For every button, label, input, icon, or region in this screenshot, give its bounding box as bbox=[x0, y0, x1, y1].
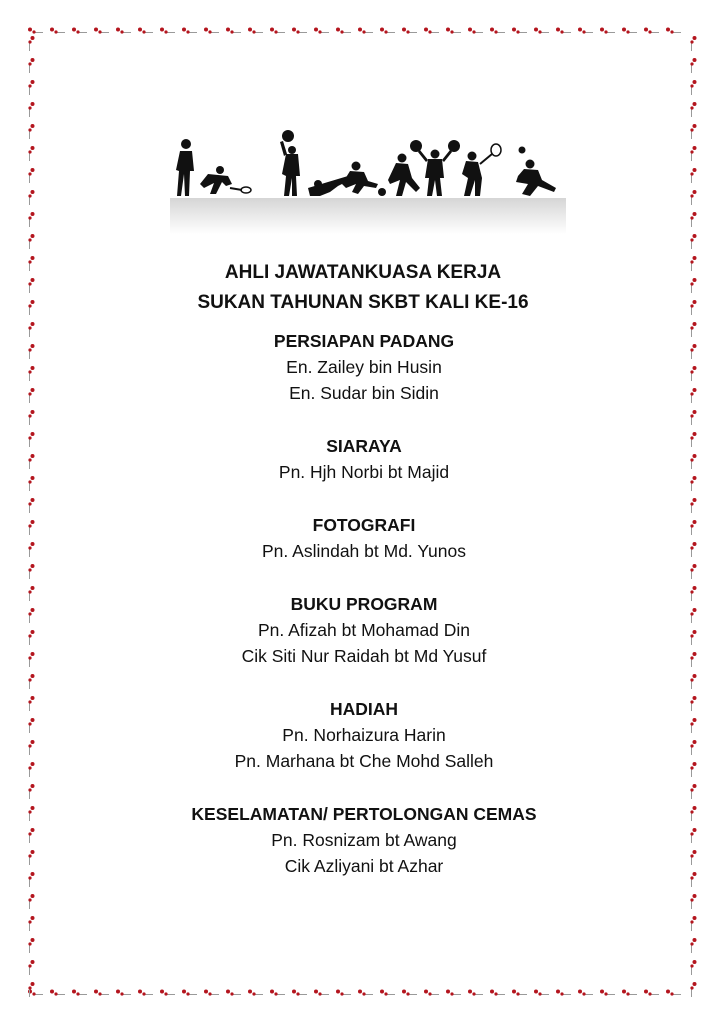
border-sprig bbox=[512, 28, 527, 34]
border-sprig bbox=[690, 36, 696, 51]
border-sprig bbox=[600, 28, 615, 34]
border-sprig bbox=[72, 28, 87, 34]
border-sprig bbox=[226, 28, 241, 34]
border-sprig bbox=[644, 28, 659, 34]
border-sprig bbox=[204, 28, 219, 34]
border-sprig bbox=[358, 28, 373, 34]
border-sprig bbox=[248, 28, 263, 34]
border-sprig bbox=[534, 28, 549, 34]
border-sprig bbox=[94, 990, 109, 996]
border-sprig bbox=[182, 990, 197, 996]
border-sprig bbox=[292, 990, 307, 996]
border-sprig bbox=[600, 990, 615, 996]
border-sprig bbox=[358, 990, 373, 996]
border-sprig bbox=[270, 990, 285, 996]
border-sprig bbox=[28, 80, 34, 95]
border-sprig bbox=[28, 28, 43, 34]
border-sprig bbox=[314, 28, 329, 34]
border-sprig bbox=[424, 28, 439, 34]
border-sprig bbox=[468, 990, 483, 996]
border-sprig bbox=[160, 990, 175, 996]
border-sprig bbox=[690, 938, 696, 953]
border-sprig bbox=[690, 146, 696, 161]
border-sprig bbox=[512, 990, 527, 996]
border-sprig bbox=[424, 990, 439, 996]
member-name: Cik Siti Nur Raidah bt Md Yusuf bbox=[241, 646, 487, 666]
border-sprig bbox=[28, 916, 34, 931]
section-hadiah bbox=[0, 696, 728, 774]
title-line-2: SUKAN TAHUNAN SKBT KALI KE-16 bbox=[197, 292, 529, 313]
border-sprig bbox=[336, 28, 351, 34]
section-heading: PERSIAPAN PADANG bbox=[273, 331, 455, 351]
sports-banner bbox=[170, 126, 566, 236]
border-sprig bbox=[28, 168, 34, 183]
border-sprig bbox=[182, 28, 197, 34]
silhouette-group bbox=[176, 130, 556, 196]
border-sprig bbox=[50, 28, 65, 34]
border-sprig bbox=[556, 28, 571, 34]
border-sprig bbox=[204, 990, 219, 996]
section-fotografi bbox=[0, 512, 728, 564]
border-sprig bbox=[690, 80, 696, 95]
border-sprig bbox=[94, 28, 109, 34]
member-name: En. Zailey bin Husin bbox=[286, 357, 442, 377]
border-sprig bbox=[534, 990, 549, 996]
border-sprig bbox=[248, 990, 263, 996]
border-sprig bbox=[116, 990, 131, 996]
border-sprig bbox=[50, 990, 65, 996]
border-sprig bbox=[28, 938, 34, 953]
border-sprig bbox=[690, 916, 696, 931]
member-name: Pn. Norhaizura Harin bbox=[282, 725, 446, 745]
border-sprig bbox=[690, 190, 696, 205]
title-line-1: AHLI JAWATANKUASA KERJA bbox=[224, 262, 502, 283]
border-sprig bbox=[578, 28, 593, 34]
sports-silhouettes-icon bbox=[170, 126, 566, 236]
border-sprig bbox=[578, 990, 593, 996]
member-name: Pn. Rosnizam bt Awang bbox=[271, 830, 457, 850]
member-name: Pn. Afizah bt Mohamad Din bbox=[257, 620, 471, 640]
border-sprig bbox=[380, 990, 395, 996]
border-sprig bbox=[666, 990, 681, 996]
border-sprig bbox=[690, 102, 696, 117]
committee-content bbox=[0, 258, 728, 906]
section-keselamatan bbox=[0, 801, 728, 879]
border-sprig bbox=[72, 990, 87, 996]
border-sprig bbox=[446, 990, 461, 996]
border-sprig bbox=[28, 990, 43, 996]
border-sprig bbox=[490, 990, 505, 996]
border-sprig bbox=[690, 960, 696, 975]
section-heading: FOTOGRAFI bbox=[312, 515, 416, 535]
border-sprig bbox=[292, 28, 307, 34]
border-sprig bbox=[666, 28, 681, 34]
border-sprig bbox=[28, 102, 34, 117]
border-sprig bbox=[314, 990, 329, 996]
section-siaraya bbox=[0, 433, 728, 485]
border-sprig bbox=[690, 212, 696, 227]
border-sprig bbox=[116, 28, 131, 34]
border-sprig bbox=[468, 28, 483, 34]
border-sprig bbox=[28, 58, 34, 73]
section-persiapan-padang bbox=[0, 328, 728, 406]
border-sprig bbox=[28, 212, 34, 227]
member-name: Pn. Aslindah bt Md. Yunos bbox=[262, 541, 466, 561]
section-buku-program bbox=[0, 591, 728, 669]
border-sprig bbox=[622, 28, 637, 34]
border-sprig bbox=[160, 28, 175, 34]
border-sprig bbox=[28, 36, 34, 51]
member-name: En. Sudar bin Sidin bbox=[289, 383, 439, 403]
border-sprig bbox=[690, 982, 696, 997]
border-sprig bbox=[446, 28, 461, 34]
border-sprig bbox=[226, 990, 241, 996]
border-sprig bbox=[622, 990, 637, 996]
border-sprig bbox=[28, 190, 34, 205]
border-sprig bbox=[402, 990, 417, 996]
border-sprig bbox=[402, 28, 417, 34]
border-sprig bbox=[644, 990, 659, 996]
member-name: Pn. Marhana bt Che Mohd Salleh bbox=[234, 751, 494, 771]
border-sprig bbox=[490, 28, 505, 34]
border-sprig bbox=[28, 146, 34, 161]
border-sprig bbox=[556, 990, 571, 996]
section-heading: SIARAYA bbox=[326, 436, 402, 456]
border-sprig bbox=[336, 990, 351, 996]
border-sprig bbox=[690, 168, 696, 183]
section-heading: HADIAH bbox=[329, 699, 399, 719]
member-name: Cik Azliyani bt Azhar bbox=[284, 856, 444, 876]
section-heading: KESELAMATAN/ PERTOLONGAN CEMAS bbox=[191, 804, 537, 824]
border-sprig bbox=[138, 990, 153, 996]
border-sprig bbox=[380, 28, 395, 34]
border-sprig bbox=[28, 124, 34, 139]
border-sprig bbox=[28, 234, 34, 249]
member-name: Pn. Hjh Norbi bt Majid bbox=[278, 462, 450, 482]
border-sprig bbox=[270, 28, 285, 34]
border-sprig bbox=[138, 28, 153, 34]
committee-sections bbox=[0, 328, 728, 879]
border-sprig bbox=[28, 960, 34, 975]
border-sprig bbox=[690, 58, 696, 73]
border-sprig bbox=[690, 124, 696, 139]
section-heading: BUKU PROGRAM bbox=[290, 594, 438, 614]
border-sprig bbox=[690, 234, 696, 249]
